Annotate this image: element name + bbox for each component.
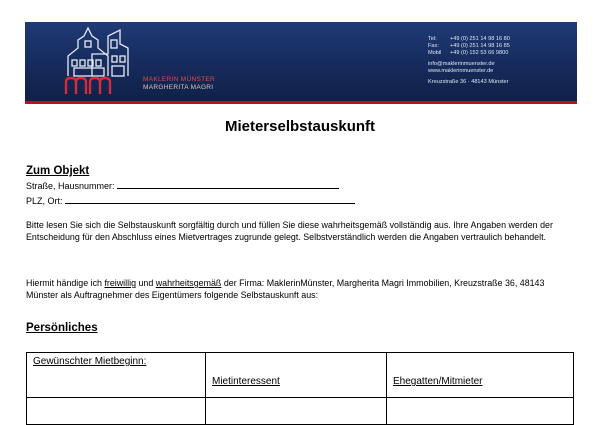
table-cell-mietinteressent bbox=[206, 353, 387, 398]
table-row bbox=[27, 398, 574, 425]
strasse-line bbox=[26, 180, 339, 191]
tel-label: Tel: bbox=[428, 36, 437, 42]
document-title: Mieterselbstauskunft bbox=[224, 118, 376, 135]
strasse-field[interactable] bbox=[117, 180, 339, 189]
tel-row bbox=[428, 36, 510, 43]
personal-data-table bbox=[26, 352, 574, 425]
section-heading-persoenliches: Persönliches bbox=[26, 322, 98, 334]
consent-text-a: Hiermit händige ich bbox=[26, 278, 105, 288]
brand-line-1: MAKLERIN MÜNSTER bbox=[143, 76, 215, 83]
contact-block bbox=[428, 36, 510, 86]
mobil-label: Mobil bbox=[428, 50, 442, 56]
house-logo-icon bbox=[62, 26, 136, 98]
header-banner bbox=[25, 22, 577, 104]
fax-row bbox=[428, 43, 510, 50]
consent-wahrheitsgemaess: wahrheitsgemäß bbox=[155, 278, 222, 288]
section-heading-objekt: Zum Objekt bbox=[26, 165, 90, 177]
table-header-row bbox=[27, 353, 574, 398]
plz-line bbox=[26, 195, 355, 206]
intro-paragraph: Bitte lesen Sie sich die Selbstauskunft sorgfältig durch und füllen Sie diese wahrheitsgemäß vollständig aus. Ihre Angaben werden der Entscheidung für den Abschluss eines Mietvertrages zugrunde gelegt. Selbstverständlich werden die Angaben vertraulich behandelt. bbox=[26, 220, 553, 243]
brand-name bbox=[143, 76, 215, 92]
mietbeginn-label: Gewünschter Mietbeginn: bbox=[33, 356, 147, 367]
table-cell[interactable] bbox=[387, 398, 574, 425]
address-value: Kreuzstraße 36 · 48143 Münster bbox=[428, 79, 509, 85]
table-cell-mietbeginn[interactable] bbox=[27, 353, 206, 398]
fax-label: Fax: bbox=[428, 43, 439, 49]
mobil-row bbox=[428, 50, 510, 57]
table-cell-ehegatten bbox=[387, 353, 574, 398]
web-value: www.maklerinmuenster.de bbox=[428, 68, 494, 74]
consent-paragraph bbox=[26, 277, 571, 301]
email-value: info@maklerinmuenster.de bbox=[428, 61, 495, 67]
plz-field[interactable] bbox=[65, 195, 355, 204]
brand-line-2: MARGHERITA MAGRI bbox=[143, 84, 214, 91]
consent-text-c: der Firma: MaklerinMünster, Margherita Magri Immobilien, Kreuzstraße 36, 48143 Münster als Auftragnehmer des Eigentümers folgende Selbstauskunft aus: bbox=[26, 278, 545, 301]
strasse-label: Straße, Hausnummer: bbox=[26, 181, 115, 191]
fax-value: +49 (0) 251 14 98 16 85 bbox=[450, 43, 510, 49]
consent-text-b: und bbox=[136, 278, 156, 288]
mobil-value: +49 (0) 152 53 66 9800 bbox=[450, 50, 509, 56]
tel-value: +49 (0) 251 14 98 16 80 bbox=[450, 36, 510, 42]
table-cell[interactable] bbox=[27, 398, 206, 425]
plz-label: PLZ, Ort: bbox=[26, 196, 63, 206]
mietinteressent-label: Mietinteressent bbox=[212, 376, 280, 387]
consent-freiwillig: freiwillig bbox=[104, 278, 136, 288]
table-cell[interactable] bbox=[206, 398, 387, 425]
ehegatten-label: Ehegatten/Mitmieter bbox=[393, 376, 483, 387]
